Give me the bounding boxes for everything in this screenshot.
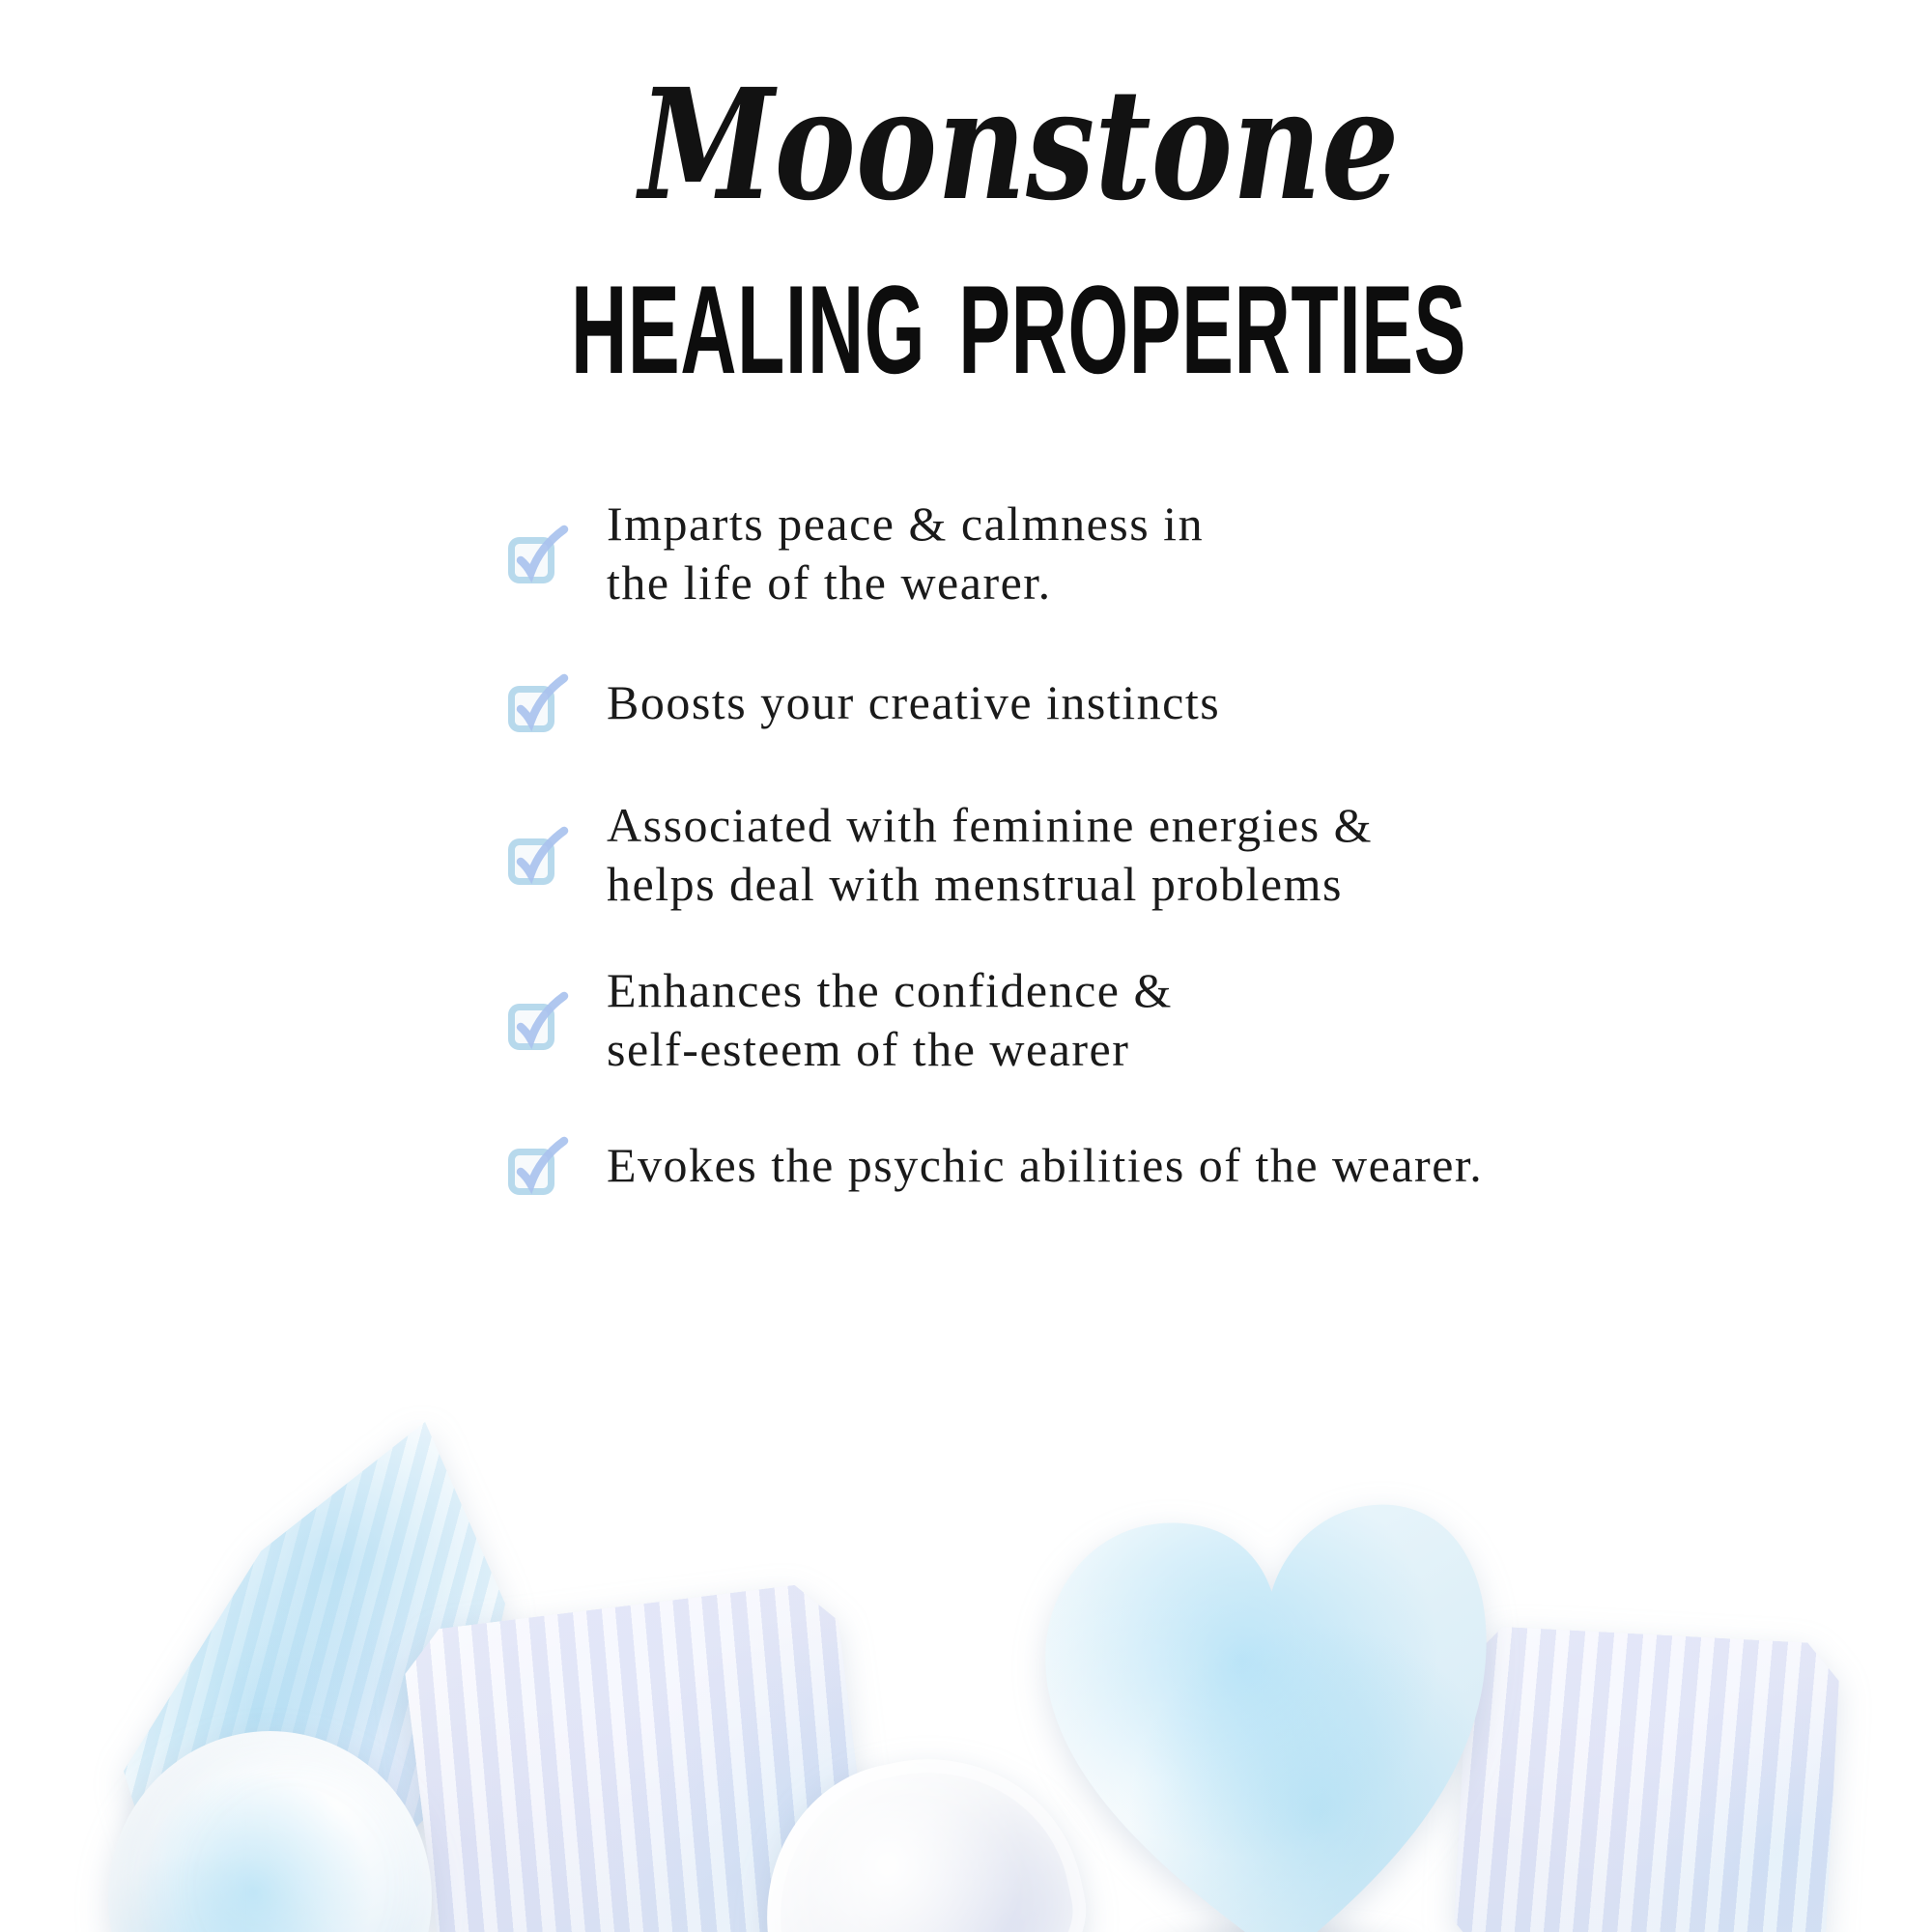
page-subtitle-text: HEALING PROPERTIES bbox=[571, 259, 1467, 400]
checklist-item-text: Enhances the confidence & self-esteem of the wearer bbox=[607, 963, 1173, 1076]
moonstone-pear-image bbox=[761, 1760, 1080, 1932]
moonstone-heart-image bbox=[1041, 1495, 1495, 1932]
checklist-item-text: Boosts your creative instincts bbox=[607, 674, 1221, 729]
moonstone-emerald-cut-right-image bbox=[1461, 1634, 1833, 1932]
checklist-item-text: Associated with feminine energies & helps deal with menstrual problems bbox=[607, 798, 1374, 911]
page-title: Moonstone bbox=[639, 56, 1400, 235]
moonstone-round-image bbox=[108, 1731, 432, 1932]
checklist-item-text: Imparts peace & calmness in the life of the wearer. bbox=[607, 497, 1205, 610]
checklist-item-text: Evokes the psychic abilities of the wearer. bbox=[607, 1137, 1484, 1192]
